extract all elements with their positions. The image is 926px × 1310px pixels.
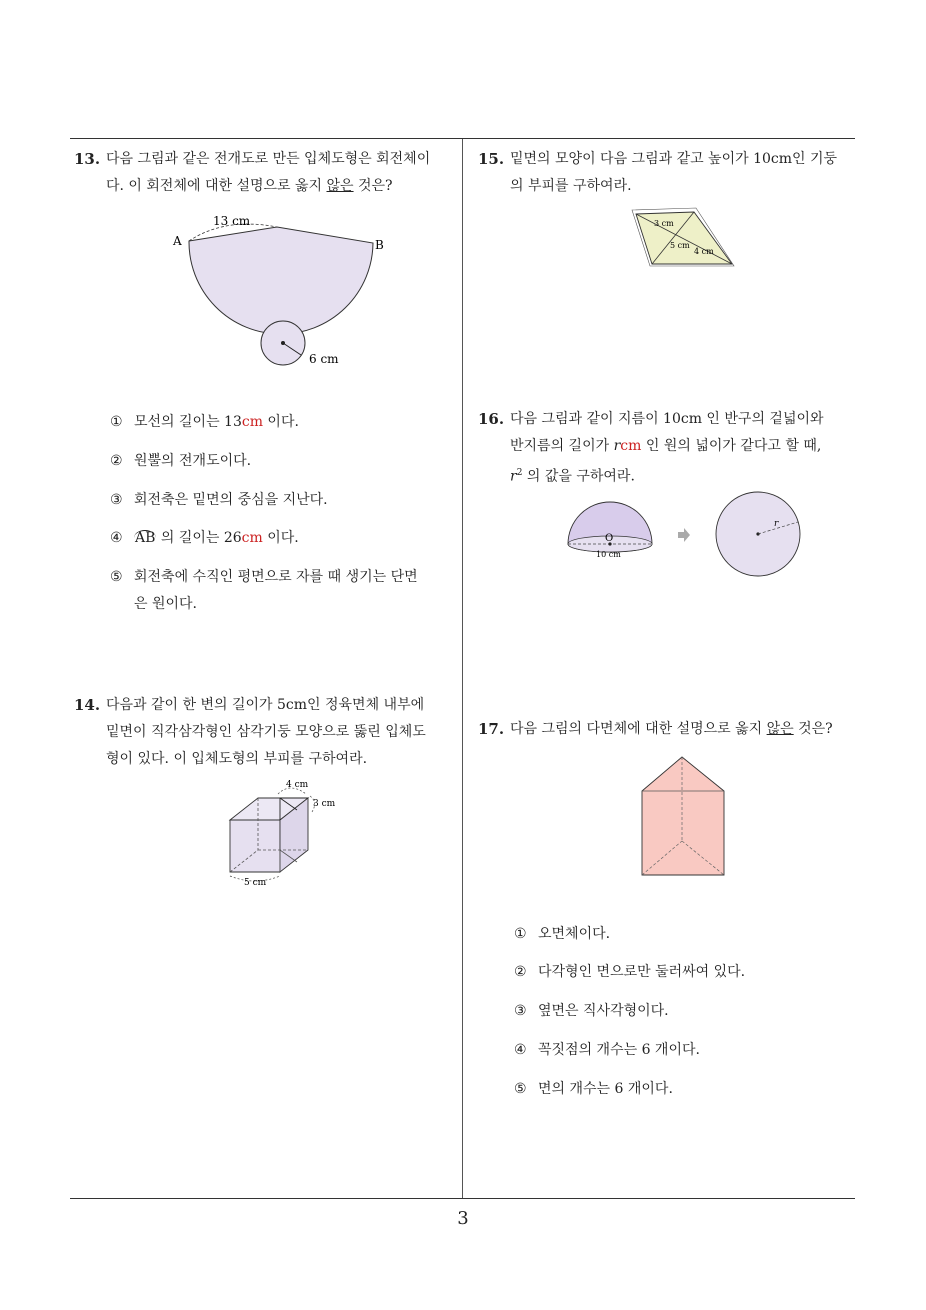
q17-option-5[interactable]: ⑤ 면의 개수는 6 개이다. — [514, 1081, 673, 1097]
arc-ab: AB — [135, 530, 156, 546]
q13-option-3[interactable]: ③ 회전축은 밑면의 중심을 지난다. — [110, 492, 328, 508]
question-text: 다음 그림과 같은 전개도로 만든 입체도형은 회전체이 다. 이 회전체에 대한 설명으로 옳지 않은 것은? — [106, 151, 431, 194]
question-text: 밑면의 모양이 다음 그림과 같고 높이가 10cm인 기둥 의 부피를 구하여라. — [510, 151, 838, 194]
q13-len-label: 13 cm — [213, 214, 251, 228]
q13-label-a: A — [173, 234, 182, 248]
q14-cube-figure — [220, 776, 340, 888]
question-14 — [74, 692, 460, 773]
q14-top-label: 4 cm — [286, 780, 309, 790]
question-number: 15. — [478, 150, 505, 168]
question-15 — [478, 146, 863, 200]
page-number: 3 — [457, 1208, 469, 1229]
q15-label-c: 4 cm — [694, 247, 714, 256]
q17-option-1[interactable]: ① 오면체이다. — [514, 926, 611, 942]
q13-option-5[interactable]: ⑤ 회전축에 수직인 평면으로 자를 때 생기는 단면 은 원이다. — [110, 569, 418, 612]
q17-option-2[interactable]: ② 다각형인 면으로만 둘러싸여 있다. — [514, 964, 746, 980]
q16-center-label: O — [605, 533, 614, 544]
question-number: 16. — [478, 410, 505, 428]
q13-option-4[interactable]: ④ AB 의 길이는 26cm 이다. — [110, 530, 299, 546]
q13-label-b: B — [375, 238, 384, 252]
column-divider — [462, 139, 463, 1198]
q16-hemisphere-figure — [560, 490, 810, 590]
q17-prism-figure — [638, 755, 728, 879]
q13-option-2[interactable]: ② 원뿔의 전개도이다. — [110, 453, 252, 469]
q14-side-label: 3 cm — [313, 799, 336, 809]
question-number: 17. — [478, 720, 505, 738]
q13-radius-label: 6 cm — [309, 352, 339, 366]
question-13 — [74, 146, 460, 200]
q15-label-a: 3 cm — [654, 219, 674, 228]
q15-base-figure — [630, 206, 740, 270]
bottom-rule — [70, 1198, 855, 1199]
question-text: 다음 그림과 같이 지름이 10cm 인 반구의 겉넓이와 반지름의 길이가 rcm 인 원의 넓이가 같다고 할 때, $r^2$ 의 값을 구하여라. — [510, 411, 824, 485]
arrow-icon — [678, 528, 690, 542]
q15-label-b: 5 cm — [670, 241, 690, 250]
q14-bottom-label: 5 cm — [244, 878, 267, 888]
question-number: 13. — [74, 150, 101, 168]
q17-option-4[interactable]: ④ 꼭짓점의 개수는 6 개이다. — [514, 1042, 700, 1058]
question-16 — [478, 406, 863, 491]
q17-option-3[interactable]: ③ 옆면은 직사각형이다. — [514, 1003, 669, 1019]
question-number: 14. — [74, 696, 101, 714]
q13-net-figure — [165, 205, 395, 375]
q16-radius-label: r — [774, 519, 779, 529]
question-text: 다음 그림의 다면체에 대한 설명으로 옳지 않은 것은? — [510, 721, 833, 737]
q13-option-1[interactable]: ① 모선의 길이는 13cm 이다. — [110, 414, 299, 430]
question-text: 다음과 같이 한 변의 길이가 5cm인 정육면체 내부에 밑면이 직각삼각형인 삼각기둥 모양으로 뚫린 입체도 형이 있다. 이 입체도형의 부피를 구하여라. — [106, 697, 426, 767]
q16-diam-label: 10 cm — [596, 550, 621, 559]
question-17 — [478, 716, 863, 743]
